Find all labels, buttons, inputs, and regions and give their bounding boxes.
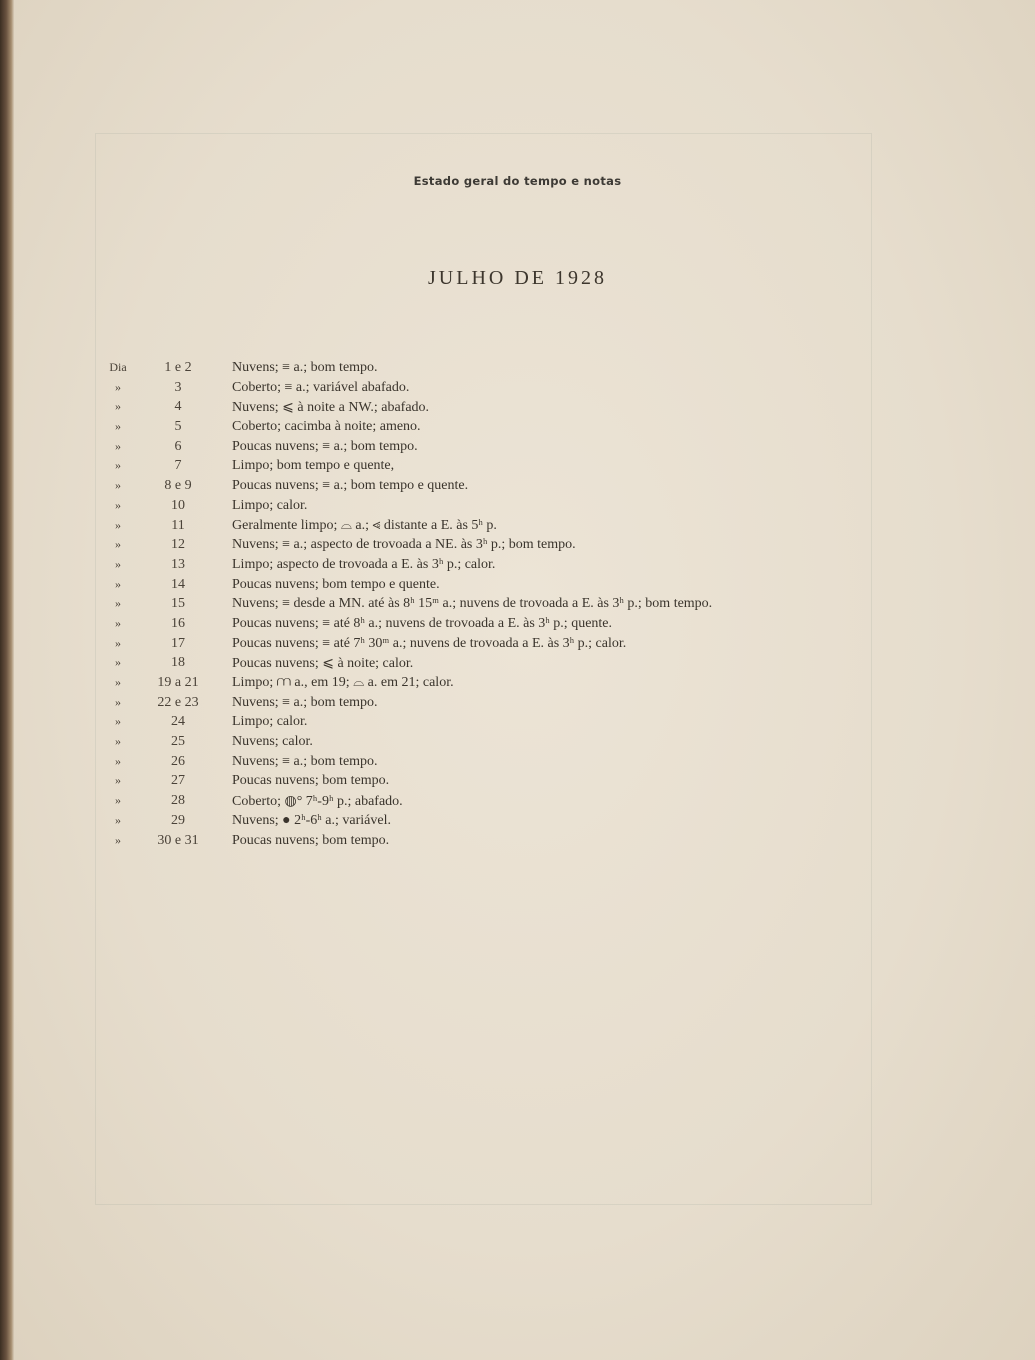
ditto-mark: » xyxy=(115,379,121,394)
ditto-mark: » xyxy=(115,419,121,434)
entry-text: Poucas nuvens; bom tempo e quente. xyxy=(232,576,440,592)
ditto-mark: » xyxy=(115,438,121,453)
entry-day: 26 xyxy=(171,753,185,769)
entry-day: 11 xyxy=(171,517,185,533)
entry-row xyxy=(0,695,1035,715)
entry-text: Poucas nuvens; ≡ a.; bom tempo e quente. xyxy=(232,478,469,494)
entry-day: 22 e 23 xyxy=(157,694,199,710)
entry-text: Poucas nuvens; ≡ até 8ʰ a.; nuvens de trovoada a E. às 3ʰ p.; quente. xyxy=(232,615,613,631)
entry-row xyxy=(0,793,1035,813)
ditto-mark: » xyxy=(115,576,121,591)
ditto-mark: » xyxy=(115,458,121,473)
entry-text: Limpo; ⩋ a., em 19; ⌓ a. em 21; calor. xyxy=(232,675,454,690)
ditto-mark: » xyxy=(115,537,121,552)
entry-day: 28 xyxy=(171,793,185,809)
ditto-mark: » xyxy=(115,675,121,689)
entry-row xyxy=(0,478,1035,498)
weather-entries-list xyxy=(0,360,1035,852)
entry-row xyxy=(0,833,1035,853)
entry-row xyxy=(0,616,1035,636)
entry-day: 4 xyxy=(174,399,182,415)
ditto-mark: » xyxy=(115,734,121,749)
entry-text: Poucas nuvens; ⩽ à noite; calor. xyxy=(232,656,414,672)
entry-day: 30 e 31 xyxy=(157,832,199,848)
entry-day: 1 e 2 xyxy=(164,360,192,375)
entry-text: Geralmente limpo; ⌓ a.; ⩹ distante a E. às 5ʰ p. xyxy=(232,517,497,533)
entry-day: 6 xyxy=(174,438,182,454)
entry-text: Poucas nuvens; bom tempo. xyxy=(232,773,390,789)
ditto-mark: » xyxy=(115,694,121,709)
entry-row xyxy=(0,596,1035,616)
entry-text: Poucas nuvens; bom tempo. xyxy=(232,832,390,848)
entry-day: 16 xyxy=(171,615,185,631)
entry-day: 24 xyxy=(171,714,185,730)
ditto-mark: » xyxy=(115,615,121,630)
entry-row xyxy=(0,458,1035,478)
entry-row xyxy=(0,498,1035,518)
entry-day: 18 xyxy=(171,655,185,671)
entry-day: 3 xyxy=(174,379,182,395)
ditto-mark: » xyxy=(115,753,121,768)
entry-day: 8 e 9 xyxy=(164,478,192,494)
ditto-mark: » xyxy=(115,478,121,493)
entry-row xyxy=(0,675,1035,695)
entry-row xyxy=(0,380,1035,400)
ditto-mark: » xyxy=(115,714,121,729)
ditto-mark: » xyxy=(115,812,121,827)
ditto-mark: » xyxy=(115,517,121,532)
entry-row xyxy=(0,714,1035,734)
entry-text: Coberto; cacimba à noite; ameno. xyxy=(232,419,421,435)
ditto-mark: Dia xyxy=(109,360,127,374)
entry-text: Nuvens; calor. xyxy=(232,734,313,750)
entry-text: Poucas nuvens; ≡ até 7ʰ 30ᵐ a.; nuvens de trovoada a E. às 3ʰ p.; calor. xyxy=(232,635,627,651)
entry-row xyxy=(0,636,1035,656)
entry-day: 7 xyxy=(174,458,182,474)
ditto-mark: » xyxy=(115,655,121,670)
entry-day: 29 xyxy=(171,812,185,828)
entry-text: Poucas nuvens; ≡ a.; bom tempo. xyxy=(232,438,418,454)
entry-text: Nuvens; ≡ a.; bom tempo. xyxy=(232,753,378,769)
entry-text: Coberto; ◍° 7ʰ-9ʰ p.; abafado. xyxy=(232,794,403,810)
entry-row xyxy=(0,537,1035,557)
entry-text: Nuvens; ≡ desde a MN. até às 8ʰ 15ᵐ a.; nuvens de trovoada a E. às 3ʰ p.; bom tempo. xyxy=(232,596,713,612)
entry-day: 12 xyxy=(171,537,185,553)
entry-text: Limpo; calor. xyxy=(232,497,308,513)
entry-row xyxy=(0,577,1035,597)
ditto-mark: » xyxy=(115,596,121,611)
entry-text: Nuvens; ≡ a.; aspecto de trovoada a NE. às 3ʰ p.; bom tempo. xyxy=(232,537,576,553)
entry-text: Limpo; calor. xyxy=(232,714,308,730)
entry-row xyxy=(0,813,1035,833)
ditto-mark: » xyxy=(115,635,121,650)
entry-text: Nuvens; ⩽ à noite a NW.; abafado. xyxy=(232,400,430,416)
entry-text: Nuvens; ≡ a.; bom tempo. xyxy=(232,694,378,710)
entry-day: 13 xyxy=(171,556,185,572)
entry-day: 17 xyxy=(171,635,185,651)
entry-row xyxy=(0,360,1035,380)
entry-row xyxy=(0,773,1035,793)
ditto-mark: » xyxy=(115,497,121,512)
entry-row xyxy=(0,399,1035,419)
running-header: Estado geral do tempo e notas xyxy=(413,174,622,188)
entry-row xyxy=(0,518,1035,538)
entry-text: Limpo; bom tempo e quente, xyxy=(232,458,395,474)
ditto-mark: » xyxy=(115,832,121,847)
entry-row xyxy=(0,557,1035,577)
entry-day: 15 xyxy=(171,596,185,612)
entry-row xyxy=(0,734,1035,754)
ditto-mark: » xyxy=(115,399,121,414)
entry-row xyxy=(0,419,1035,439)
entry-text: Limpo; aspecto de trovoada a E. às 3ʰ p.; calor. xyxy=(232,556,496,572)
entry-text: Nuvens; ● 2ʰ-6ʰ a.; variável. xyxy=(232,812,391,828)
entry-day: 14 xyxy=(171,576,185,592)
entry-day: 10 xyxy=(171,497,185,513)
ditto-mark: » xyxy=(115,793,121,808)
entry-row xyxy=(0,754,1035,774)
entry-day: 25 xyxy=(171,734,185,750)
entry-day: 5 xyxy=(174,419,182,435)
entry-text: Nuvens; ≡ a.; bom tempo. xyxy=(232,360,378,375)
entry-day: 19 a 21 xyxy=(157,675,199,690)
ditto-mark: » xyxy=(115,773,121,788)
entry-day: 27 xyxy=(171,773,185,789)
entry-row xyxy=(0,655,1035,675)
page-title: JULHO DE 1928 xyxy=(428,267,607,289)
entry-row xyxy=(0,439,1035,459)
entry-text: Coberto; ≡ a.; variável abafado. xyxy=(232,379,410,395)
ditto-mark: » xyxy=(115,556,121,571)
